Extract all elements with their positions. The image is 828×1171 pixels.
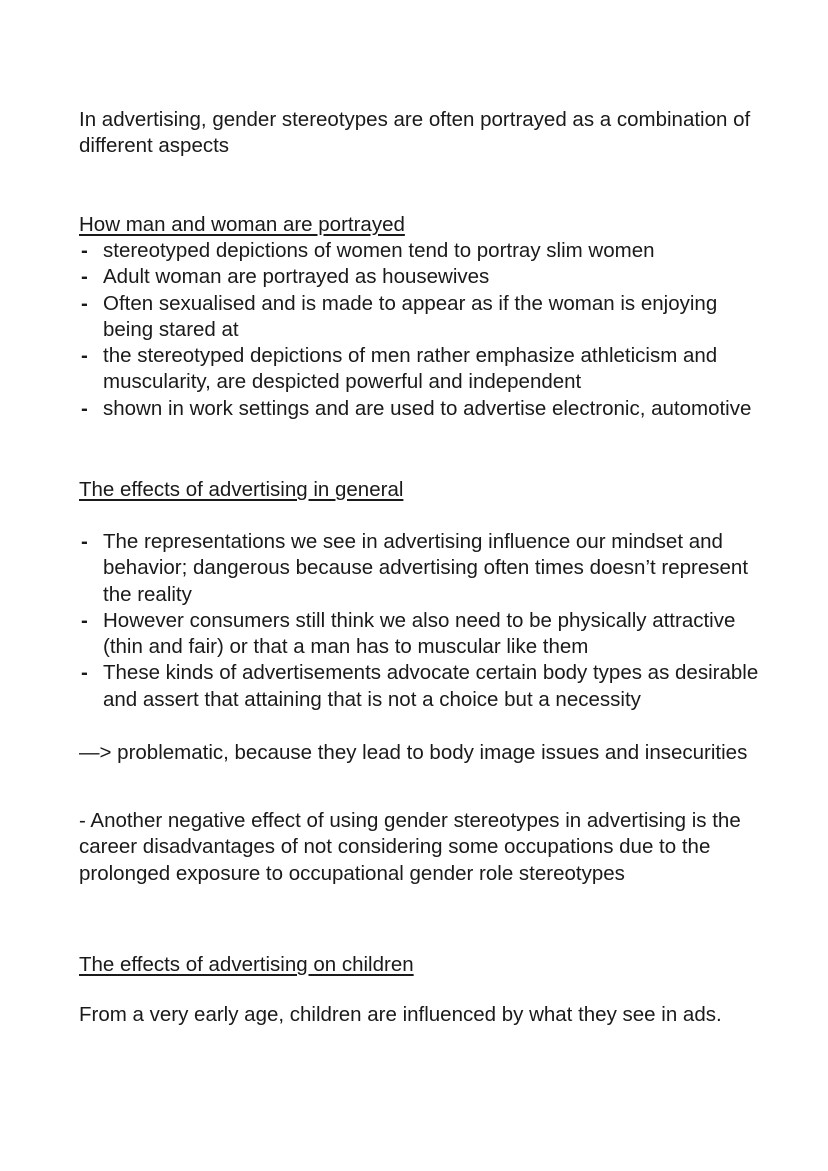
list-item: - the stereotyped depictions of men rather emphasize athleticism and muscularity, are despicted powerful and independent bbox=[79, 343, 769, 396]
list-item: - Often sexualised and is made to appear as if the woman is enjoying being stared at bbox=[79, 291, 769, 344]
heading-effects-general: The effects of advertising in general bbox=[79, 478, 404, 501]
note-paragraph: - Another negative effect of using gender stereotypes in advertising is the career disadvantages of not considering some occupations due to the prolonged exposure to occupational gender role stereotypes bbox=[79, 809, 741, 885]
intro-paragraph: In advertising, gender stereotypes are often portrayed as a combination of different aspects bbox=[79, 108, 751, 158]
list-portrayal bbox=[79, 238, 769, 422]
heading-effects-children: The effects of advertising on children bbox=[79, 953, 414, 976]
list-item: - Adult woman are portrayed as housewives bbox=[79, 264, 769, 290]
list-effects-general bbox=[79, 529, 769, 713]
children-paragraph: From a very early age, children are influenced by what they see in ads. bbox=[79, 1003, 722, 1026]
list-item: - stereotyped depictions of women tend to portray slim women bbox=[79, 238, 769, 264]
heading-portrayal: How man and woman are portrayed bbox=[79, 213, 405, 236]
list-item: - The representations we see in advertising influence our mindset and behavior; dangerous because advertising often times doesn’t represent the reality bbox=[79, 529, 769, 608]
list-item: - These kinds of advertisements advocate certain body types as desirable and assert that attaining that is not a choice but a necessity bbox=[79, 660, 769, 713]
list-item: - shown in work settings and are used to advertise electronic, automotive bbox=[79, 396, 769, 422]
list-item: - However consumers still think we also need to be physically attractive (thin and fair) or that a man has to muscular like them bbox=[79, 608, 769, 661]
conclusion-paragraph: —> problematic, because they lead to body image issues and insecurities bbox=[79, 741, 748, 764]
